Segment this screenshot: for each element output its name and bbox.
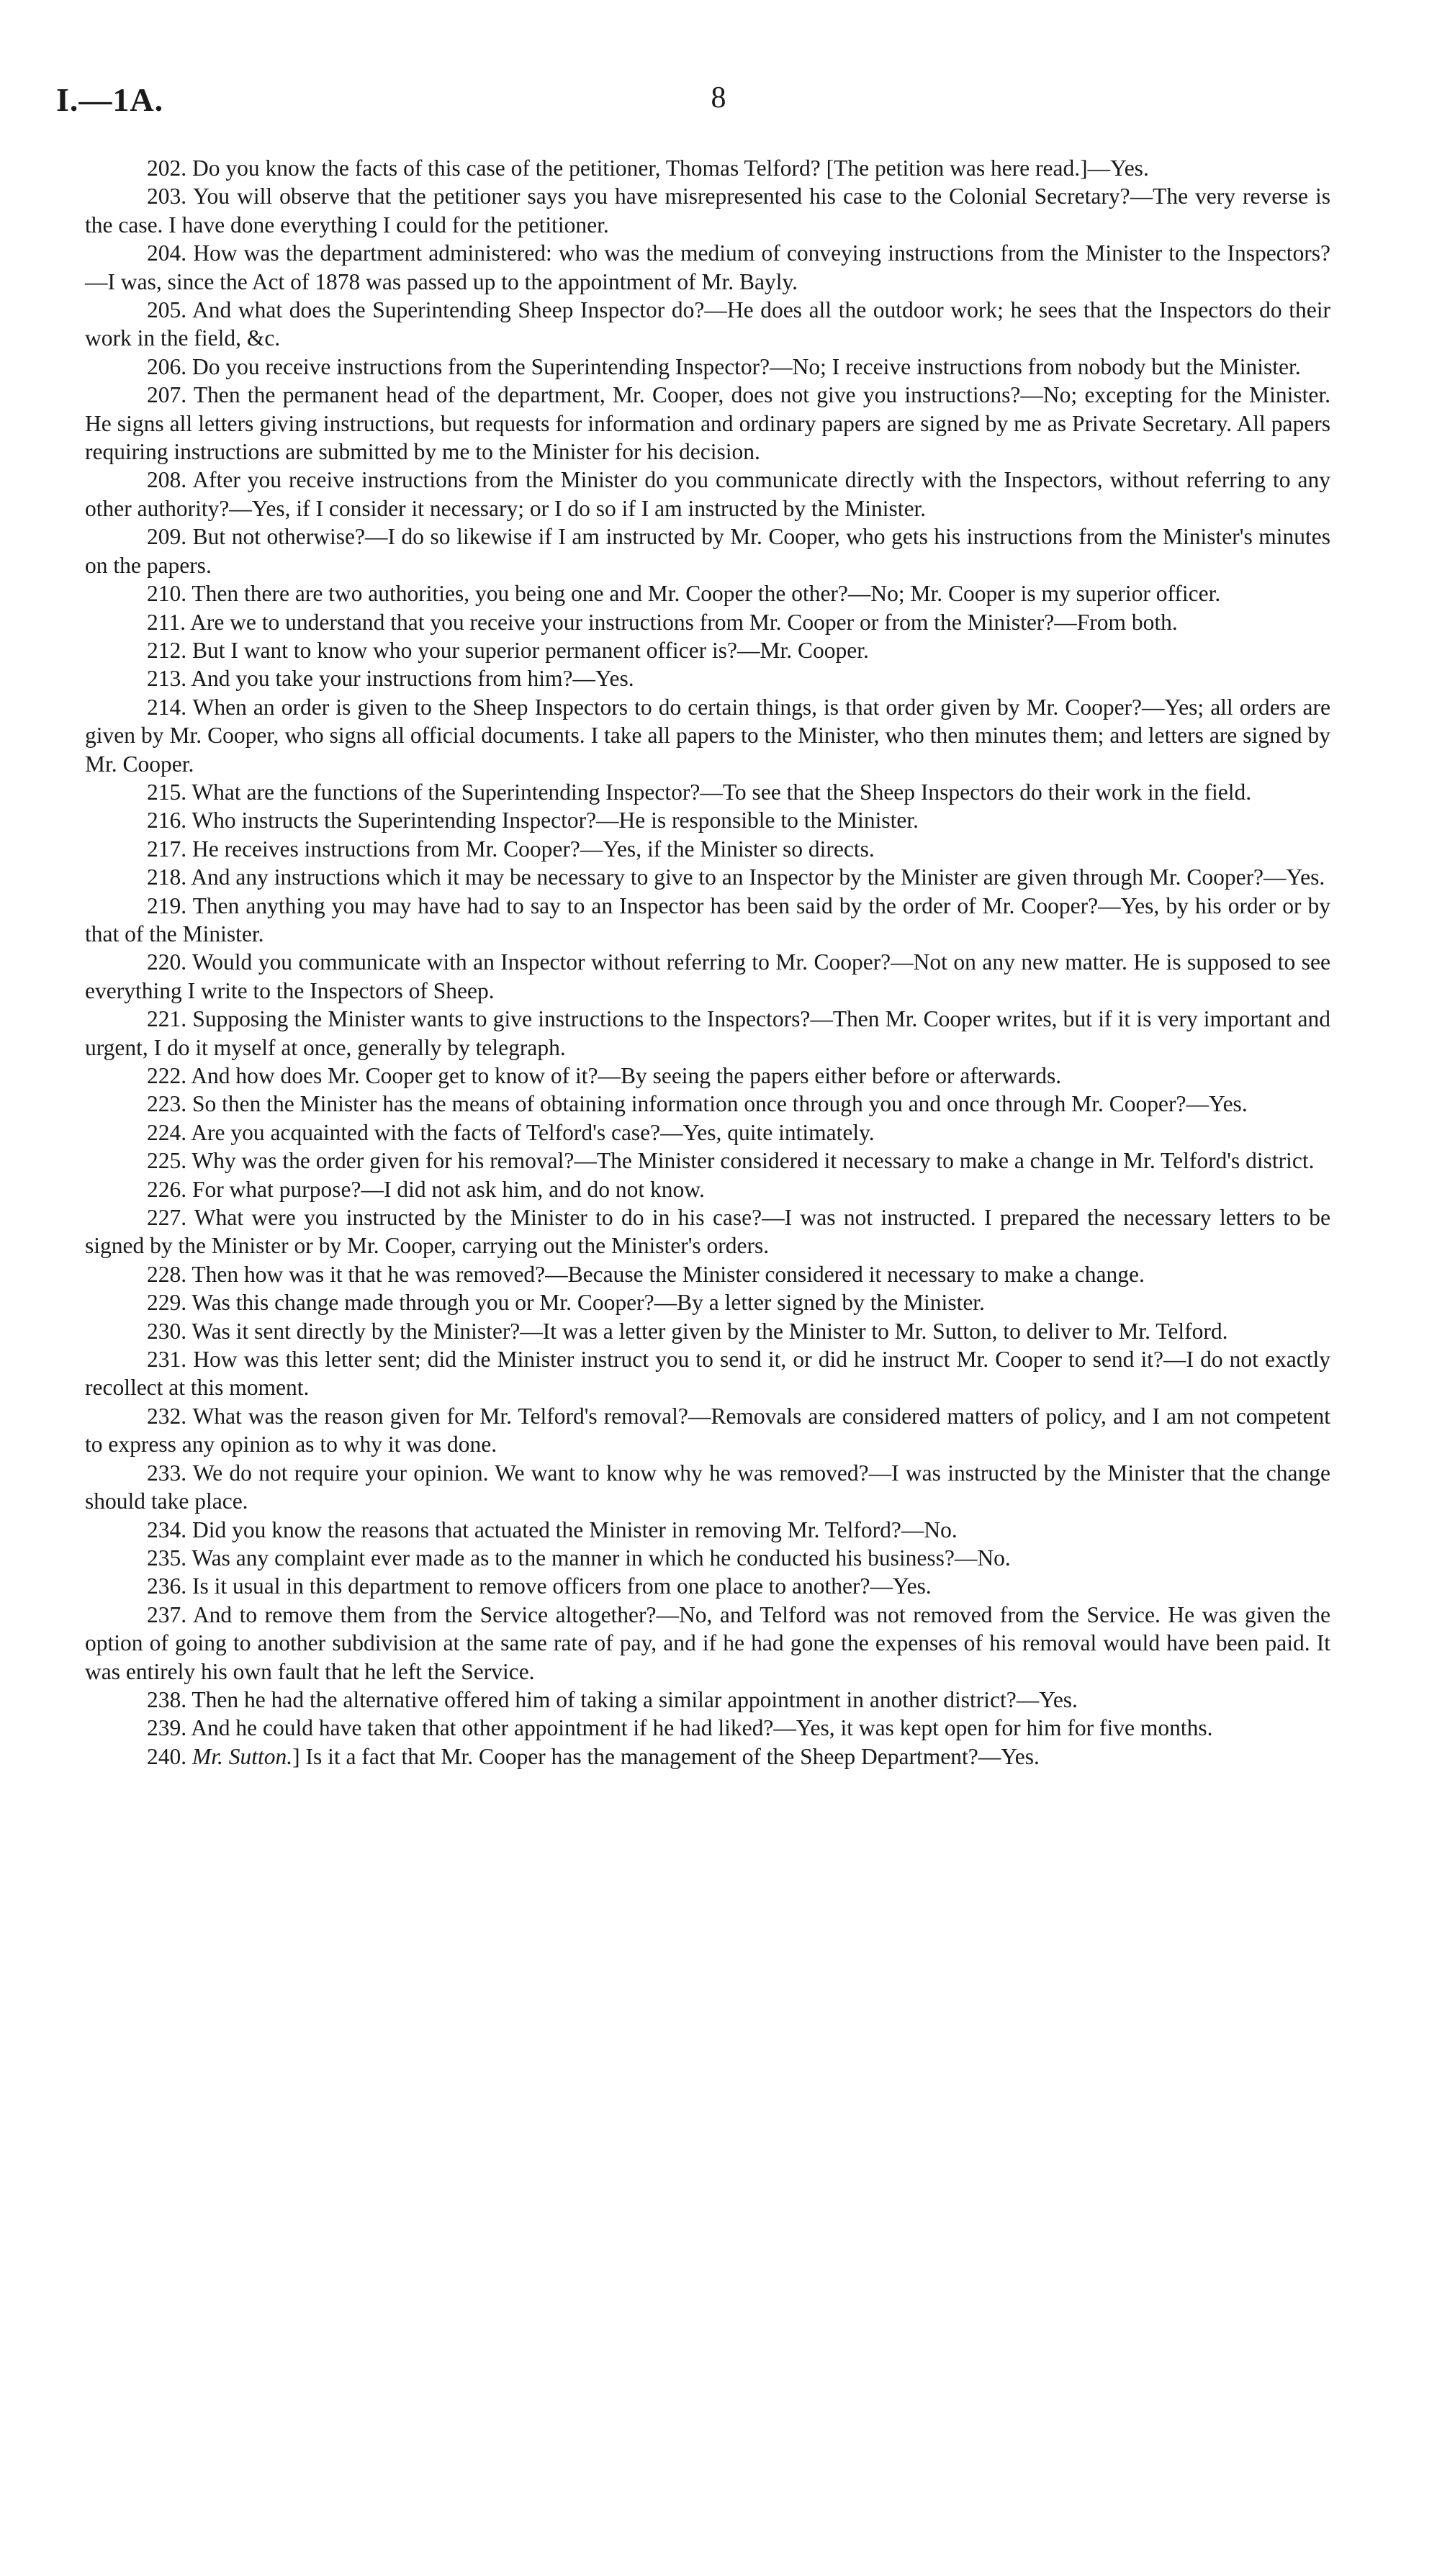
paragraph: 202. Do you know the facts of this case of the petitioner, Thomas Telford? [The petition was here read.]—Yes. xyxy=(147,155,1149,181)
speaker-name: Mr. Sutton. xyxy=(192,1743,293,1769)
paragraph-last xyxy=(85,1743,1330,1771)
paragraph: 235. Was any complaint ever made as to the manner in which he conducted his business?—No. xyxy=(147,1545,1011,1571)
paragraph: 226. For what purpose?—I did not ask him, and do not know. xyxy=(147,1176,705,1202)
paragraph: 218. And any instructions which it may be necessary to give to an Inspector by the Minister are given through Mr. Cooper?—Yes. xyxy=(147,864,1325,890)
paragraph: 208. After you receive instructions from the Minister do you communicate directly with the Inspectors, without referring to any other authority?—Yes, if I consider it necessary; or I do so if I am instructed by the Minister. xyxy=(85,467,1330,521)
paragraph: 222. And how does Mr. Cooper get to know of it?—By seeing the papers either before or afterwards. xyxy=(147,1063,1062,1088)
paragraph: 236. Is it usual in this department to remove officers from one place to another?—Yes. xyxy=(147,1573,932,1599)
paragraph-text: ] Is it a fact that Mr. Cooper has the management of the Sheep Department?—Yes. xyxy=(292,1743,1040,1769)
page-number: 8 xyxy=(711,81,726,114)
paragraph: 207. Then the permanent head of the department, Mr. Cooper, does not give you instructions?—No; excepting for the Minister. He signs all letters giving instructions, but requests for information and ordinary papers are signed by me as Private Secretary. All papers requiring instructions are submitted by me to the Minister for his decision. xyxy=(85,382,1330,465)
paragraph: 229. Was this change made through you or Mr. Cooper?—By a letter signed by the Minister. xyxy=(147,1290,985,1316)
paragraph: 227. What were you instructed by the Minister to do in his case?—I was not instructed. I prepared the necessary letters to be signed by the Minister or by Mr. Cooper, carrying out the Minister's orders. xyxy=(85,1205,1330,1259)
paragraph: 221. Supposing the Minister wants to give instructions to the Inspectors?—Then Mr. Cooper writes, but if it is very important and urgent, I do it myself at once, generally by telegraph. xyxy=(85,1006,1330,1060)
paragraph: 225. Why was the order given for his removal?—The Minister considered it necessary to make a change in Mr. Telford's district. xyxy=(147,1148,1315,1174)
paragraph: 220. Would you communicate with an Inspector without referring to Mr. Cooper?—Not on any new matter. He is supposed to see everything I write to the Inspectors of Sheep. xyxy=(85,949,1330,1003)
paragraph: 215. What are the functions of the Superintending Inspector?—To see that the Sheep Inspectors do their work in the field. xyxy=(147,779,1252,805)
paragraph: 212. But I want to know who your superior permanent officer is?—Mr. Cooper. xyxy=(147,637,869,663)
paragraph: 232. What was the reason given for Mr. Telford's removal?—Removals are considered matters of policy, and I am not competent to express any opinion as to why it was done. xyxy=(85,1403,1330,1458)
paragraph: 217. He receives instructions from Mr. Cooper?—Yes, if the Minister so directs. xyxy=(147,836,875,862)
paragraph: 239. And he could have taken that other appointment if he had liked?—Yes, it was kept open for him for five months. xyxy=(147,1715,1213,1741)
paragraph: 210. Then there are two authorities, you being one and Mr. Cooper the other?—No; Mr. Cooper is my superior officer. xyxy=(147,581,1221,607)
paragraph: 216. Who instructs the Superintending Inspector?—He is responsible to the Minister. xyxy=(147,808,919,833)
paragraph: 214. When an order is given to the Sheep Inspectors to do certain things, is that order given by Mr. Cooper?—Yes; all orders are given by Mr. Cooper, who signs all official documents. I take all papers to the Minister, who then minutes them; and letters are signed by Mr. Cooper. xyxy=(85,694,1330,777)
paragraph: 233. We do not require your opinion. We want to know why he was removed?—I was instructed by the Minister that the change should take place. xyxy=(85,1460,1330,1514)
paragraph: 230. Was it sent directly by the Minister?—It was a letter given by the Minister to Mr. Sutton, to deliver to Mr. Telford. xyxy=(147,1318,1228,1344)
paragraph: 206. Do you receive instructions from the Superintending Inspector?—No; I receive instructions from nobody but the Minister. xyxy=(147,353,1301,379)
document-body xyxy=(85,154,1330,1771)
paragraph: 237. And to remove them from the Service altogether?—No, and Telford was not removed from the Service. He was given the option of going to another subdivision at the same rate of pay, and if he had gone the expenses of his removal would have been paid. It was entirely his own fault that he left the Service. xyxy=(85,1601,1330,1684)
paragraph: 234. Did you know the reasons that actuated the Minister in removing Mr. Telford?—No. xyxy=(147,1517,958,1542)
paragraph: 219. Then anything you may have had to say to an Inspector has been said by the order of Mr. Cooper?—Yes, by his order or by that of the Minister. xyxy=(85,892,1330,946)
paragraph: 213. And you take your instructions from him?—Yes. xyxy=(147,666,634,692)
paragraph: 205. And what does the Superintending Sheep Inspector do?—He does all the outdoor work; he sees that the Inspectors do their work in the field, &c. xyxy=(85,297,1330,351)
document-reference: I.—1A. xyxy=(56,81,164,118)
paragraph: 223. So then the Minister has the means of obtaining information once through you and once through Mr. Cooper?—Yes. xyxy=(147,1091,1248,1117)
paragraph: 203. You will observe that the petitioner says you have misrepresented his case to the Colonial Secretary?—The very reverse is the case. I have done everything I could for the petitioner. xyxy=(85,184,1330,238)
paragraph: 228. Then how was it that he was removed?—Because the Minister considered it necessary to make a change. xyxy=(147,1261,1145,1287)
question-number: 240. xyxy=(147,1743,187,1769)
paragraph: 224. Are you acquainted with the facts of Telford's case?—Yes, quite intimately. xyxy=(147,1119,875,1145)
paragraph: 231. How was this letter sent; did the Minister instruct you to send it, or did he instruct Mr. Cooper to send it?—I do not exactly recollect at this moment. xyxy=(85,1347,1330,1401)
paragraph: 211. Are we to understand that you receive your instructions from Mr. Cooper or from the Minister?—From both. xyxy=(147,609,1178,635)
paragraph: 209. But not otherwise?—I do so likewise if I am instructed by Mr. Cooper, who gets his instructions from the Minister's minutes on the papers. xyxy=(85,524,1330,578)
paragraph: 238. Then he had the alternative offered him of taking a similar appointment in another district?—Yes. xyxy=(147,1686,1078,1712)
page-header xyxy=(56,81,1381,124)
paragraph: 204. How was the department administered: who was the medium of conveying instructions from the Minister to the Inspectors?—I was, since the Act of 1878 was passed up to the appointment of Mr. Bayly. xyxy=(85,240,1330,294)
